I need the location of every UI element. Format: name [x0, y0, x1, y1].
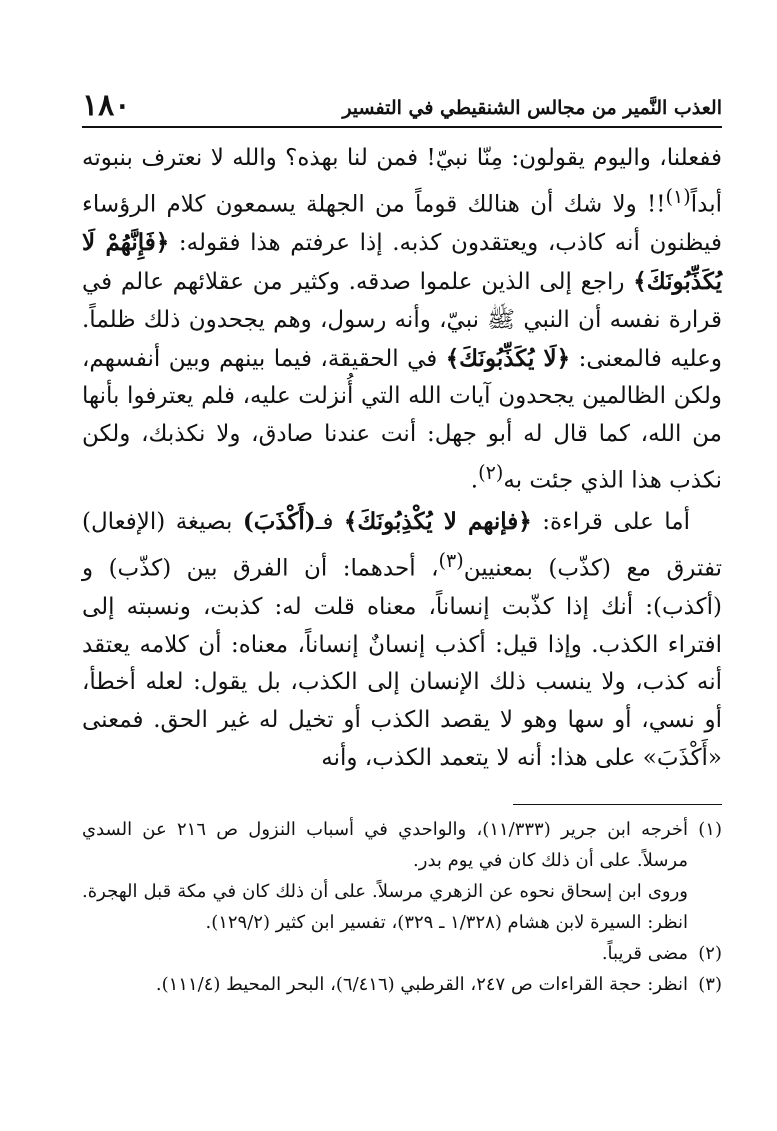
page-header [82, 82, 722, 122]
footnote-1-continuation: وروى ابن إسحاق نحوه عن الزهري مرسلاً. على أن ذلك كان في مكة قبل الهجرة. انظر: السيرة لابن هشام (١/٣٢٨ ـ ٣٢٩)، تفسير ابن كثير (١٢٩/٢). [82, 881, 688, 933]
footnote-ref-3[interactable]: (٣) [438, 549, 464, 573]
footnote-number: (٣) [698, 974, 722, 995]
text-run: في الحقيقة، فيما بينهم وبين أنفسهم، ولكن الظالمين يجحدون آيات الله التي أُنزلت عليه، فلم يعترفوا بأنها من الله، كما قال له أبو جهل: أنت عندنا صادق، ولا نكذبك، ولكن نكذب هذا الذي جئت به [82, 345, 722, 494]
paragraph-2 [82, 503, 722, 777]
quran-quote: ﴿فَإِنَّهُمْ لَا يُكَذِّبُونَكَ﴾ [82, 229, 722, 296]
footnotes [82, 814, 722, 1000]
text-run: فـ [315, 509, 344, 536]
footnote-text: انظر: حجة القراءات ص ٢٤٧، القرطبي (٦/٤١٦)، البحر المحيط (١١١/٤). [155, 974, 688, 995]
quran-quote: ﴿فإنهم لا يُكْذِبُونَكَ﴾ [343, 508, 532, 536]
text-run: . [470, 467, 479, 494]
footnote-rule [513, 804, 722, 805]
footnote-1 [82, 814, 722, 876]
main-text [82, 140, 722, 778]
text-run: بصيغة (الإفعال) تفترق مع (كذّب) بمعنيين [82, 509, 722, 582]
footnote-2 [82, 938, 722, 969]
paragraph-1 [82, 140, 722, 500]
footnote-number: (١) [698, 819, 722, 840]
text-run: راجع إلى الذين علموا صدقه. وكثير من عقلائهم عالم في قرارة نفسه أن النبي ﷺ نبيّ، وأنه رسول، وهم يجحدون ذلك ظلماً. وعليه فالمعنى: [82, 269, 722, 372]
footnote-number: (٢) [698, 943, 722, 964]
text-run: أما على قراءة: [531, 509, 690, 536]
footnote-ref-2[interactable]: (٢) [478, 461, 504, 485]
footnote-ref-1[interactable]: (١) [665, 184, 691, 208]
text-run: !! ولا شك أن هنالك قوماً من الجهلة يسمعون كلام الرؤساء فيظنون أنه كاذب، ويعتقدون كذبه. إذا عرفتم هذا فقوله: [82, 191, 722, 257]
footnote-text: مضى قريباً. [601, 943, 688, 964]
footnote-text: أخرجه ابن جرير (١١/٣٣٣)، والواحدي في أسباب النزول ص ٢١٦ عن السدي مرسلاً. على أن ذلك كان في يوم بدر. [82, 819, 688, 871]
page-number: ١٨٠ [82, 88, 131, 123]
quran-quote: (أَكْذَبَ) [242, 508, 316, 536]
text-run: ففعلنا، واليوم يقولون: مِنّا نبيّ! فمن لنا بهذه؟ والله لا نعترف بنبوته أبداً [82, 145, 722, 218]
footnote-3 [82, 969, 722, 1000]
text-run: ، أحدهما: أن الفرق بين (كذّب) و (أكذب): أنك إذا كذّبت إنساناً، معناه قلت له: كذبت، ونسبته إلى افتراء الكذب. وإذا قيل: أكذب إنسانٌ إنساناً، معناه: أن كلامه يعتقد أنه كذب، ولا ينسب ذلك الإنسان إلى الكذب، بل يقول: لعله أخطأ، أو نسي، أو سها وهو لا يقصد الكذب أو تخيل له غير الحق. فمعنى «أَكْذَبَ» على هذا: أنه لا يتعمد الكذب، وأنه [82, 555, 722, 771]
running-title: العذب النَّمير من مجالس الشنقيطي في التفسير [342, 97, 722, 119]
quran-quote: ﴿لَا يُكَذِّبُونَكَ﴾ [445, 344, 571, 372]
header-rule [82, 126, 722, 128]
